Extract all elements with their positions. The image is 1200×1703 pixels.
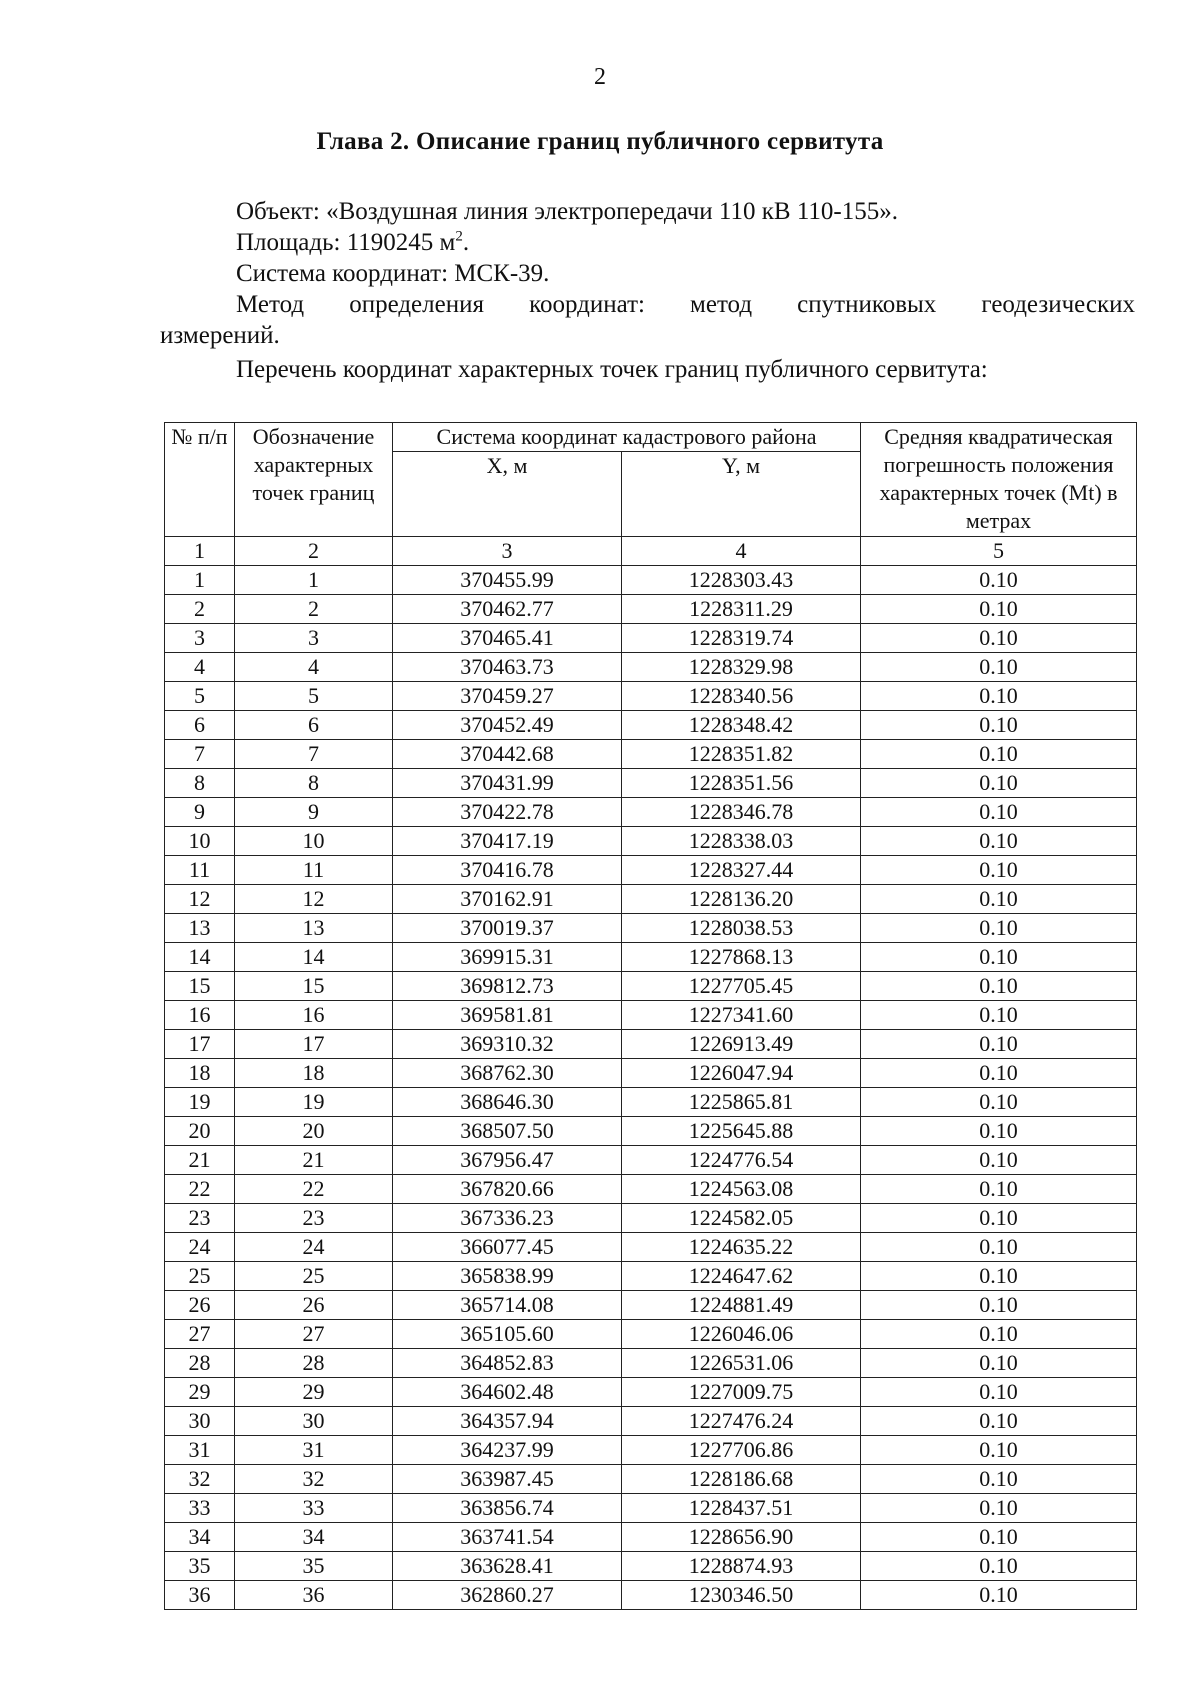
cell-x-coordinate: 364357.94 <box>393 1407 622 1436</box>
table-row <box>165 1378 1137 1407</box>
cell-mean-square-error: 0.10 <box>861 1407 1137 1436</box>
cell-row-number: 12 <box>165 885 235 914</box>
cell-x-coordinate: 369581.81 <box>393 1001 622 1030</box>
cell-x-coordinate: 364602.48 <box>393 1378 622 1407</box>
cell-point-designation: 29 <box>235 1378 393 1407</box>
cell-point-designation: 6 <box>235 711 393 740</box>
coordinate-system-line: Система координат: МСК-39. <box>236 260 550 287</box>
cell-row-number: 24 <box>165 1233 235 1262</box>
table-row <box>165 1233 1137 1262</box>
cell-mean-square-error: 0.10 <box>861 885 1137 914</box>
cell-mean-square-error: 0.10 <box>861 1349 1137 1378</box>
table-row <box>165 740 1137 769</box>
cell-x-coordinate: 370162.91 <box>393 885 622 914</box>
cell-y-coordinate: 1224582.05 <box>622 1204 861 1233</box>
cell-point-designation: 20 <box>235 1117 393 1146</box>
cell-y-coordinate: 1227341.60 <box>622 1001 861 1030</box>
cell-point-designation: 21 <box>235 1146 393 1175</box>
table-row <box>165 1117 1137 1146</box>
cell-y-coordinate: 1225865.81 <box>622 1088 861 1117</box>
cell-mean-square-error: 0.10 <box>861 1146 1137 1175</box>
coordinates-table <box>164 422 1137 1610</box>
cell-x-coordinate: 370019.37 <box>393 914 622 943</box>
cell-mean-square-error: 0.10 <box>861 1494 1137 1523</box>
cell-y-coordinate: 1224647.62 <box>622 1262 861 1291</box>
cell-row-number: 7 <box>165 740 235 769</box>
cell-point-designation: 19 <box>235 1088 393 1117</box>
cell-y-coordinate: 1228437.51 <box>622 1494 861 1523</box>
cell-point-designation: 34 <box>235 1523 393 1552</box>
cell-point-designation: 33 <box>235 1494 393 1523</box>
cell-point-designation: 25 <box>235 1262 393 1291</box>
cell-y-coordinate: 1228340.56 <box>622 682 861 711</box>
cell-mean-square-error: 0.10 <box>861 1378 1137 1407</box>
table-row <box>165 711 1137 740</box>
cell-mean-square-error: 0.10 <box>861 769 1137 798</box>
cell-y-coordinate: 1226531.06 <box>622 1349 861 1378</box>
document-info <box>160 196 1135 385</box>
cell-x-coordinate: 370459.27 <box>393 682 622 711</box>
cell-mean-square-error: 0.10 <box>861 653 1137 682</box>
table-row <box>165 682 1137 711</box>
cell-point-designation: 8 <box>235 769 393 798</box>
table-row <box>165 827 1137 856</box>
cell-x-coordinate: 369812.73 <box>393 972 622 1001</box>
cell-x-coordinate: 370462.77 <box>393 595 622 624</box>
cell-y-coordinate: 1228311.29 <box>622 595 861 624</box>
cell-y-coordinate: 1228327.44 <box>622 856 861 885</box>
cell-x-coordinate: 369310.32 <box>393 1030 622 1059</box>
cell-y-coordinate: 1228351.56 <box>622 769 861 798</box>
cell-y-coordinate: 1226047.94 <box>622 1059 861 1088</box>
cell-point-designation: 28 <box>235 1349 393 1378</box>
cell-row-number: 18 <box>165 1059 235 1088</box>
method-line-2: измерений. <box>160 322 280 349</box>
table-row <box>165 1262 1137 1291</box>
cell-x-coordinate: 363856.74 <box>393 1494 622 1523</box>
cell-point-designation: 13 <box>235 914 393 943</box>
header-num: № п/п <box>165 423 235 537</box>
cell-mean-square-error: 0.10 <box>861 1204 1137 1233</box>
cell-y-coordinate: 1228303.43 <box>622 566 861 595</box>
cell-y-coordinate: 1224635.22 <box>622 1233 861 1262</box>
cell-y-coordinate: 1227705.45 <box>622 972 861 1001</box>
cell-point-designation: 26 <box>235 1291 393 1320</box>
header-y: Y, м <box>622 452 861 537</box>
cell-row-number: 26 <box>165 1291 235 1320</box>
cell-point-designation: 36 <box>235 1581 393 1610</box>
cell-row-number: 36 <box>165 1581 235 1610</box>
cell-x-coordinate: 365105.60 <box>393 1320 622 1349</box>
table-row <box>165 1465 1137 1494</box>
cell-row-number: 15 <box>165 972 235 1001</box>
column-number: 3 <box>393 537 622 566</box>
cell-point-designation: 2 <box>235 595 393 624</box>
cell-x-coordinate: 370431.99 <box>393 769 622 798</box>
column-number: 5 <box>861 537 1137 566</box>
cell-point-designation: 10 <box>235 827 393 856</box>
cell-y-coordinate: 1227009.75 <box>622 1378 861 1407</box>
cell-mean-square-error: 0.10 <box>861 1523 1137 1552</box>
area-line <box>160 227 1135 258</box>
cell-point-designation: 12 <box>235 885 393 914</box>
cell-row-number: 8 <box>165 769 235 798</box>
cell-x-coordinate: 368646.30 <box>393 1088 622 1117</box>
cell-point-designation: 27 <box>235 1320 393 1349</box>
chapter-title: Глава 2. Описание границ публичного сервитута <box>316 128 884 155</box>
cell-mean-square-error: 0.10 <box>861 1088 1137 1117</box>
cell-row-number: 20 <box>165 1117 235 1146</box>
cell-mean-square-error: 0.10 <box>861 1059 1137 1088</box>
cell-y-coordinate: 1228351.82 <box>622 740 861 769</box>
cell-mean-square-error: 0.10 <box>861 1117 1137 1146</box>
table-row <box>165 1523 1137 1552</box>
table-row <box>165 1088 1137 1117</box>
cell-point-designation: 31 <box>235 1436 393 1465</box>
table-row <box>165 943 1137 972</box>
cell-mean-square-error: 0.10 <box>861 827 1137 856</box>
cell-point-designation: 24 <box>235 1233 393 1262</box>
cell-y-coordinate: 1228329.98 <box>622 653 861 682</box>
cell-row-number: 17 <box>165 1030 235 1059</box>
table-row <box>165 595 1137 624</box>
cell-row-number: 19 <box>165 1088 235 1117</box>
table-row <box>165 1030 1137 1059</box>
cell-y-coordinate: 1224776.54 <box>622 1146 861 1175</box>
cell-y-coordinate: 1225645.88 <box>622 1117 861 1146</box>
cell-x-coordinate: 366077.45 <box>393 1233 622 1262</box>
cell-row-number: 1 <box>165 566 235 595</box>
cell-mean-square-error: 0.10 <box>861 1436 1137 1465</box>
cell-mean-square-error: 0.10 <box>861 566 1137 595</box>
cell-y-coordinate: 1228874.93 <box>622 1552 861 1581</box>
cell-point-designation: 7 <box>235 740 393 769</box>
list-title: Перечень координат характерных точек границ публичного сервитута: <box>236 356 988 383</box>
column-number: 1 <box>165 537 235 566</box>
cell-row-number: 3 <box>165 624 235 653</box>
cell-point-designation: 18 <box>235 1059 393 1088</box>
cell-point-designation: 14 <box>235 943 393 972</box>
cell-y-coordinate: 1228656.90 <box>622 1523 861 1552</box>
cell-point-designation: 15 <box>235 972 393 1001</box>
cell-row-number: 16 <box>165 1001 235 1030</box>
table-row <box>165 856 1137 885</box>
cell-mean-square-error: 0.10 <box>861 1001 1137 1030</box>
table-row <box>165 769 1137 798</box>
cell-x-coordinate: 363987.45 <box>393 1465 622 1494</box>
column-number: 4 <box>622 537 861 566</box>
cell-y-coordinate: 1227476.24 <box>622 1407 861 1436</box>
cell-y-coordinate: 1228338.03 <box>622 827 861 856</box>
table-row <box>165 972 1137 1001</box>
table-row <box>165 1001 1137 1030</box>
cell-row-number: 22 <box>165 1175 235 1204</box>
header-error: Средняя квадратическая погрешность положения характерных точек (Mt) в метрах <box>861 423 1137 537</box>
cell-row-number: 31 <box>165 1436 235 1465</box>
cell-mean-square-error: 0.10 <box>861 624 1137 653</box>
cell-row-number: 4 <box>165 653 235 682</box>
cell-x-coordinate: 370465.41 <box>393 624 622 653</box>
cell-mean-square-error: 0.10 <box>861 1262 1137 1291</box>
cell-x-coordinate: 369915.31 <box>393 943 622 972</box>
object-line: Объект: «Воздушная линия электропередачи 110 кВ 110-155». <box>236 198 898 225</box>
cell-point-designation: 23 <box>235 1204 393 1233</box>
cell-mean-square-error: 0.10 <box>861 711 1137 740</box>
area-end: . <box>462 229 470 256</box>
cell-row-number: 6 <box>165 711 235 740</box>
cell-mean-square-error: 0.10 <box>861 972 1137 1001</box>
cell-point-designation: 35 <box>235 1552 393 1581</box>
cell-x-coordinate: 365838.99 <box>393 1262 622 1291</box>
cell-mean-square-error: 0.10 <box>861 1175 1137 1204</box>
table-row <box>165 1175 1137 1204</box>
cell-row-number: 14 <box>165 943 235 972</box>
cell-x-coordinate: 367956.47 <box>393 1146 622 1175</box>
cell-x-coordinate: 368762.30 <box>393 1059 622 1088</box>
table-row <box>165 1494 1137 1523</box>
table-row <box>165 1059 1137 1088</box>
cell-mean-square-error: 0.10 <box>861 856 1137 885</box>
cell-y-coordinate: 1228186.68 <box>622 1465 861 1494</box>
cell-mean-square-error: 0.10 <box>861 682 1137 711</box>
cell-y-coordinate: 1227868.13 <box>622 943 861 972</box>
table-body <box>165 537 1137 1610</box>
table-row <box>165 1407 1137 1436</box>
table-row <box>165 914 1137 943</box>
column-number: 2 <box>235 537 393 566</box>
header-x: X, м <box>393 452 622 537</box>
cell-x-coordinate: 368507.50 <box>393 1117 622 1146</box>
cell-row-number: 30 <box>165 1407 235 1436</box>
cell-x-coordinate: 363741.54 <box>393 1523 622 1552</box>
table-row <box>165 653 1137 682</box>
cell-x-coordinate: 370422.78 <box>393 798 622 827</box>
cell-y-coordinate: 1228348.42 <box>622 711 861 740</box>
cell-mean-square-error: 0.10 <box>861 1030 1137 1059</box>
cell-mean-square-error: 0.10 <box>861 1552 1137 1581</box>
cell-row-number: 9 <box>165 798 235 827</box>
page-number: 2 <box>594 64 606 90</box>
table-row <box>165 1146 1137 1175</box>
cell-row-number: 32 <box>165 1465 235 1494</box>
cell-x-coordinate: 362860.27 <box>393 1581 622 1610</box>
cell-point-designation: 1 <box>235 566 393 595</box>
cell-mean-square-error: 0.10 <box>861 1320 1137 1349</box>
cell-row-number: 2 <box>165 595 235 624</box>
cell-point-designation: 11 <box>235 856 393 885</box>
cell-row-number: 25 <box>165 1262 235 1291</box>
cell-row-number: 35 <box>165 1552 235 1581</box>
cell-mean-square-error: 0.10 <box>861 1233 1137 1262</box>
cell-mean-square-error: 0.10 <box>861 740 1137 769</box>
table-row <box>165 1291 1137 1320</box>
header-designation: Обозначение характерных точек границ <box>235 423 393 537</box>
cell-row-number: 33 <box>165 1494 235 1523</box>
cell-row-number: 13 <box>165 914 235 943</box>
cell-y-coordinate: 1228038.53 <box>622 914 861 943</box>
cell-y-coordinate: 1226046.06 <box>622 1320 861 1349</box>
cell-row-number: 23 <box>165 1204 235 1233</box>
cell-x-coordinate: 370417.19 <box>393 827 622 856</box>
cell-point-designation: 16 <box>235 1001 393 1030</box>
table-row <box>165 1436 1137 1465</box>
cell-mean-square-error: 0.10 <box>861 1465 1137 1494</box>
cell-y-coordinate: 1224881.49 <box>622 1291 861 1320</box>
cell-point-designation: 32 <box>235 1465 393 1494</box>
cell-y-coordinate: 1228136.20 <box>622 885 861 914</box>
table-row <box>165 1204 1137 1233</box>
area-label: Площадь: 1190245 м <box>236 229 456 256</box>
cell-x-coordinate: 364852.83 <box>393 1349 622 1378</box>
cell-point-designation: 4 <box>235 653 393 682</box>
cell-row-number: 10 <box>165 827 235 856</box>
table-row <box>165 1581 1137 1610</box>
cell-mean-square-error: 0.10 <box>861 1291 1137 1320</box>
cell-x-coordinate: 370416.78 <box>393 856 622 885</box>
cell-point-designation: 17 <box>235 1030 393 1059</box>
method-line-1: Метод определения координат: метод спутниковых геодезических <box>236 291 1135 318</box>
cell-row-number: 27 <box>165 1320 235 1349</box>
cell-row-number: 34 <box>165 1523 235 1552</box>
cell-point-designation: 3 <box>235 624 393 653</box>
cell-mean-square-error: 0.10 <box>861 1581 1137 1610</box>
cell-x-coordinate: 364237.99 <box>393 1436 622 1465</box>
cell-x-coordinate: 370455.99 <box>393 566 622 595</box>
cell-row-number: 28 <box>165 1349 235 1378</box>
table-row <box>165 885 1137 914</box>
cell-x-coordinate: 367820.66 <box>393 1175 622 1204</box>
cell-x-coordinate: 363628.41 <box>393 1552 622 1581</box>
cell-y-coordinate: 1224563.08 <box>622 1175 861 1204</box>
table-row <box>165 624 1137 653</box>
cell-y-coordinate: 1227706.86 <box>622 1436 861 1465</box>
cell-point-designation: 9 <box>235 798 393 827</box>
cell-x-coordinate: 370442.68 <box>393 740 622 769</box>
cell-y-coordinate: 1228319.74 <box>622 624 861 653</box>
cell-mean-square-error: 0.10 <box>861 914 1137 943</box>
table-row <box>165 1552 1137 1581</box>
cell-y-coordinate: 1228346.78 <box>622 798 861 827</box>
cell-row-number: 29 <box>165 1378 235 1407</box>
cell-mean-square-error: 0.10 <box>861 943 1137 972</box>
table-row <box>165 798 1137 827</box>
header-coordinate-system: Система координат кадастрового района <box>393 423 861 452</box>
header-row-1 <box>165 423 1137 452</box>
cell-y-coordinate: 1226913.49 <box>622 1030 861 1059</box>
cell-point-designation: 22 <box>235 1175 393 1204</box>
table-row <box>165 566 1137 595</box>
cell-row-number: 5 <box>165 682 235 711</box>
cell-x-coordinate: 370463.73 <box>393 653 622 682</box>
cell-point-designation: 30 <box>235 1407 393 1436</box>
cell-point-designation: 5 <box>235 682 393 711</box>
column-number-row <box>165 537 1137 566</box>
cell-y-coordinate: 1230346.50 <box>622 1581 861 1610</box>
cell-x-coordinate: 367336.23 <box>393 1204 622 1233</box>
cell-mean-square-error: 0.10 <box>861 595 1137 624</box>
cell-row-number: 21 <box>165 1146 235 1175</box>
table-row <box>165 1320 1137 1349</box>
cell-row-number: 11 <box>165 856 235 885</box>
table-row <box>165 1349 1137 1378</box>
cell-mean-square-error: 0.10 <box>861 798 1137 827</box>
cell-x-coordinate: 370452.49 <box>393 711 622 740</box>
cell-x-coordinate: 365714.08 <box>393 1291 622 1320</box>
area-superscript: 2 <box>455 228 463 245</box>
